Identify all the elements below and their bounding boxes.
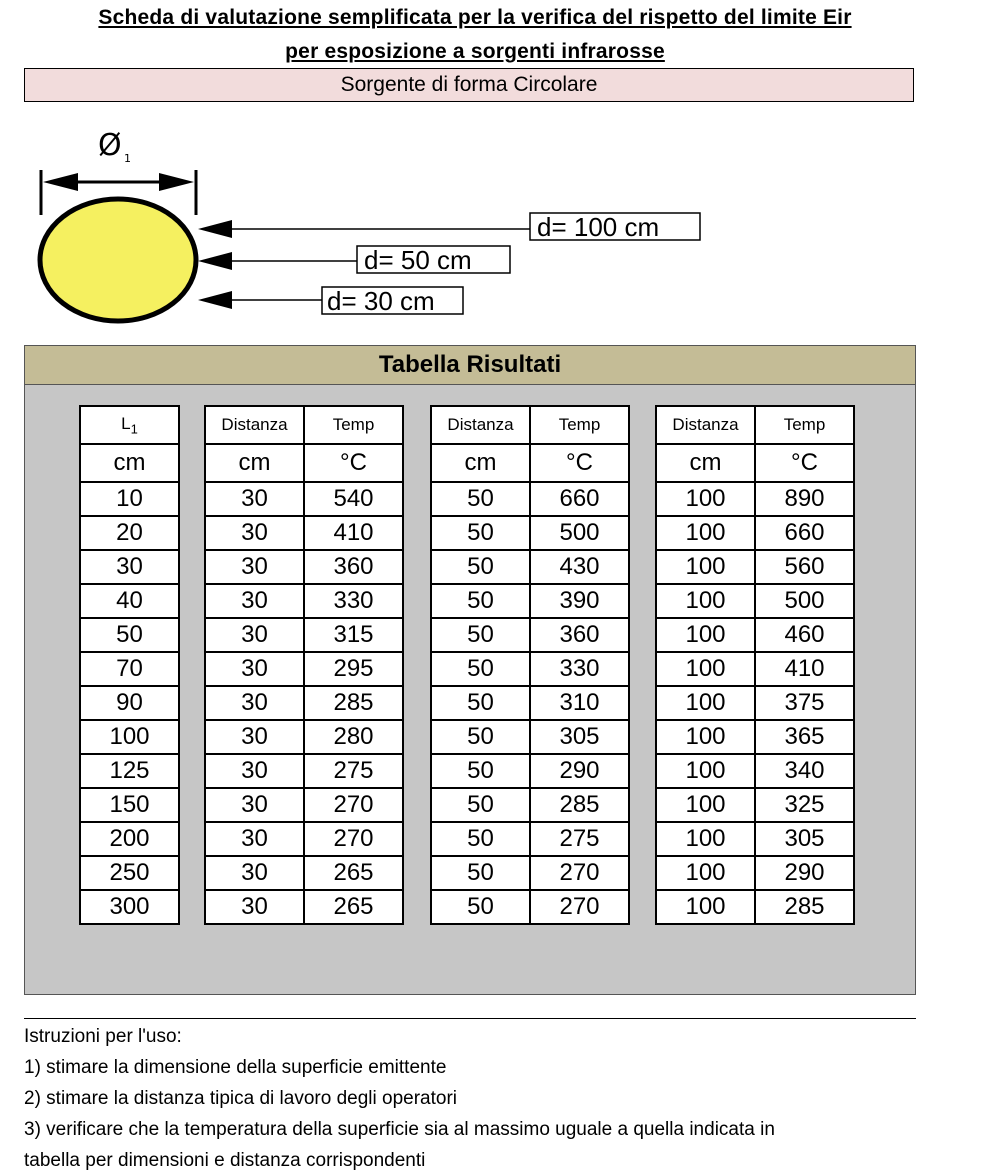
table-row (656, 856, 854, 890)
temp-value: 270 (530, 890, 629, 924)
table-row (656, 482, 854, 516)
temp-value: 430 (530, 550, 629, 584)
distance-value: 50 (431, 788, 530, 822)
results-table-100cm (655, 405, 855, 925)
distance-value: 30 (205, 720, 304, 754)
arrow-50cm (198, 252, 232, 270)
distance-value: 30 (205, 584, 304, 618)
l1-table (79, 405, 180, 925)
distance-value: 30 (205, 618, 304, 652)
temp-value: 660 (530, 482, 629, 516)
source-diagram (0, 120, 720, 325)
distance-value: 50 (431, 584, 530, 618)
temp-value: 500 (530, 516, 629, 550)
temp-value: 360 (530, 618, 629, 652)
l1-value: 300 (80, 890, 179, 924)
distance-value: 50 (431, 652, 530, 686)
table-row (431, 652, 629, 686)
temp-value: 315 (304, 618, 403, 652)
distance-value: 50 (431, 822, 530, 856)
table-row (205, 890, 403, 924)
distance-header: Distanza (205, 406, 304, 444)
results-table-50cm (430, 405, 630, 925)
dimension-arrow-left (43, 173, 78, 191)
table-row (656, 720, 854, 754)
dimension-arrow-right (159, 173, 194, 191)
table-row (656, 686, 854, 720)
table-row (205, 516, 403, 550)
table-row (656, 788, 854, 822)
table-row (80, 720, 179, 754)
distance-value: 100 (656, 822, 755, 856)
temp-value: 270 (530, 856, 629, 890)
table-row (80, 516, 179, 550)
temp-value: 890 (755, 482, 854, 516)
l1-unit: cm (80, 444, 179, 482)
distance-value: 50 (431, 754, 530, 788)
temp-value: 285 (304, 686, 403, 720)
distance-label-100: d= 100 cm (537, 212, 660, 242)
table-row (205, 652, 403, 686)
temp-value: 285 (530, 788, 629, 822)
circular-source (40, 199, 196, 321)
distance-value: 30 (205, 550, 304, 584)
temp-value: 295 (304, 652, 403, 686)
table-row (656, 584, 854, 618)
distance-value: 100 (656, 788, 755, 822)
temp-value: 390 (530, 584, 629, 618)
temp-value: 275 (304, 754, 403, 788)
instruction-line: 3) verificare che la temperatura della superficie sia al massimo uguale a quella indicata in (24, 1119, 775, 1140)
distance-value: 30 (205, 890, 304, 924)
temp-value: 280 (304, 720, 403, 754)
table-row (205, 482, 403, 516)
l1-header: $L_1$ (80, 406, 179, 444)
temp-value: 560 (755, 550, 854, 584)
temp-value: 540 (304, 482, 403, 516)
temp-value: 360 (304, 550, 403, 584)
table-row (80, 856, 179, 890)
distance-value: 100 (656, 754, 755, 788)
results-title: Tabella Risultati (25, 346, 915, 385)
temp-value: 660 (755, 516, 854, 550)
page-title: Scheda di valutazione semplificata per la verifica del rispetto del limite Eir (98, 6, 852, 29)
table-row (205, 584, 403, 618)
distance-value: 50 (431, 686, 530, 720)
distance-unit: cm (431, 444, 530, 482)
l1-value: 40 (80, 584, 179, 618)
distance-value: 50 (431, 720, 530, 754)
distance-unit: cm (656, 444, 755, 482)
temp-unit: °C (304, 444, 403, 482)
table-row (431, 618, 629, 652)
distance-value: 30 (205, 482, 304, 516)
results-table-30cm (204, 405, 404, 925)
l1-value: 125 (80, 754, 179, 788)
distance-value: 30 (205, 822, 304, 856)
distance-value: 100 (656, 686, 755, 720)
table-row (80, 788, 179, 822)
distance-value: 30 (205, 788, 304, 822)
results-panel (24, 345, 916, 995)
l1-value: 50 (80, 618, 179, 652)
distance-header: Distanza (656, 406, 755, 444)
temp-header: Temp (530, 406, 629, 444)
temp-value: 275 (530, 822, 629, 856)
table-row (431, 720, 629, 754)
temp-value: 270 (304, 822, 403, 856)
temp-value: 290 (530, 754, 629, 788)
table-row (80, 686, 179, 720)
temp-value: 305 (755, 822, 854, 856)
page-title-line2: per esposizione a sorgenti infrarosse (285, 40, 665, 63)
temp-unit: °C (530, 444, 629, 482)
table-row (431, 482, 629, 516)
instruction-line: 2) stimare la distanza tipica di lavoro degli operatori (24, 1088, 457, 1109)
table-row (656, 652, 854, 686)
temp-value: 305 (530, 720, 629, 754)
temp-value: 410 (755, 652, 854, 686)
temp-value: 330 (304, 584, 403, 618)
temp-value: 375 (755, 686, 854, 720)
temp-unit: °C (755, 444, 854, 482)
table-row (80, 754, 179, 788)
l1-value: 90 (80, 686, 179, 720)
arrow-100cm (198, 220, 232, 238)
distance-value: 50 (431, 516, 530, 550)
source-shape-banner: Sorgente di forma Circolare (24, 68, 914, 102)
distance-value: 50 (431, 482, 530, 516)
distance-value: 100 (656, 618, 755, 652)
distance-value: 100 (656, 516, 755, 550)
temp-header: Temp (755, 406, 854, 444)
table-row (431, 890, 629, 924)
l1-value: 250 (80, 856, 179, 890)
temp-value: 290 (755, 856, 854, 890)
l1-value: 200 (80, 822, 179, 856)
temp-value: 270 (304, 788, 403, 822)
table-row (431, 686, 629, 720)
temp-value: 325 (755, 788, 854, 822)
distance-value: 100 (656, 652, 755, 686)
table-row (431, 754, 629, 788)
table-row (205, 856, 403, 890)
diameter-symbol: Ø (98, 128, 122, 163)
table-row (80, 618, 179, 652)
temp-value: 330 (530, 652, 629, 686)
table-row (656, 822, 854, 856)
instructions-heading: Istruzioni per l'uso: (24, 1026, 182, 1047)
distance-value: 30 (205, 652, 304, 686)
table-row (205, 822, 403, 856)
instructions (24, 1018, 916, 1176)
arrow-30cm (198, 291, 232, 309)
distance-value: 100 (656, 720, 755, 754)
distance-value: 30 (205, 754, 304, 788)
diameter-subscript: 1 (124, 152, 131, 165)
distance-value: 50 (431, 890, 530, 924)
table-row (431, 822, 629, 856)
distance-value: 30 (205, 516, 304, 550)
table-row (656, 754, 854, 788)
table-row (80, 482, 179, 516)
distance-value: 100 (656, 584, 755, 618)
distance-value: 50 (431, 618, 530, 652)
distance-value: 30 (205, 856, 304, 890)
table-row (205, 550, 403, 584)
temp-value: 365 (755, 720, 854, 754)
distance-value: 50 (431, 856, 530, 890)
table-row (80, 822, 179, 856)
table-row (431, 584, 629, 618)
distance-value: 30 (205, 686, 304, 720)
table-row (656, 618, 854, 652)
table-row (80, 584, 179, 618)
table-row (80, 890, 179, 924)
distance-value: 100 (656, 856, 755, 890)
l1-value: 100 (80, 720, 179, 754)
distance-value: 50 (431, 550, 530, 584)
temp-value: 310 (530, 686, 629, 720)
table-row (656, 516, 854, 550)
table-row (80, 652, 179, 686)
temp-header: Temp (304, 406, 403, 444)
instruction-line: 1) stimare la dimensione della superficie emittente (24, 1057, 447, 1078)
table-row (431, 788, 629, 822)
distance-label-50: d= 50 cm (364, 245, 472, 275)
temp-value: 265 (304, 856, 403, 890)
table-row (431, 856, 629, 890)
temp-value: 285 (755, 890, 854, 924)
table-row (205, 788, 403, 822)
temp-value: 500 (755, 584, 854, 618)
distance-unit: cm (205, 444, 304, 482)
distance-header: Distanza (431, 406, 530, 444)
table-row (656, 550, 854, 584)
table-row (205, 618, 403, 652)
temp-value: 340 (755, 754, 854, 788)
table-row (431, 516, 629, 550)
table-row (205, 686, 403, 720)
table-row (205, 720, 403, 754)
distance-value: 100 (656, 890, 755, 924)
table-row (80, 550, 179, 584)
distance-value: 100 (656, 550, 755, 584)
temp-value: 265 (304, 890, 403, 924)
table-row (205, 754, 403, 788)
instruction-line: tabella per dimensioni e distanza corrispondenti (24, 1150, 426, 1171)
l1-value: 30 (80, 550, 179, 584)
table-row (656, 890, 854, 924)
distance-value: 100 (656, 482, 755, 516)
distance-label-30: d= 30 cm (327, 286, 435, 316)
temp-value: 410 (304, 516, 403, 550)
table-row (431, 550, 629, 584)
l1-value: 10 (80, 482, 179, 516)
l1-value: 20 (80, 516, 179, 550)
temp-value: 460 (755, 618, 854, 652)
l1-value: 150 (80, 788, 179, 822)
l1-value: 70 (80, 652, 179, 686)
